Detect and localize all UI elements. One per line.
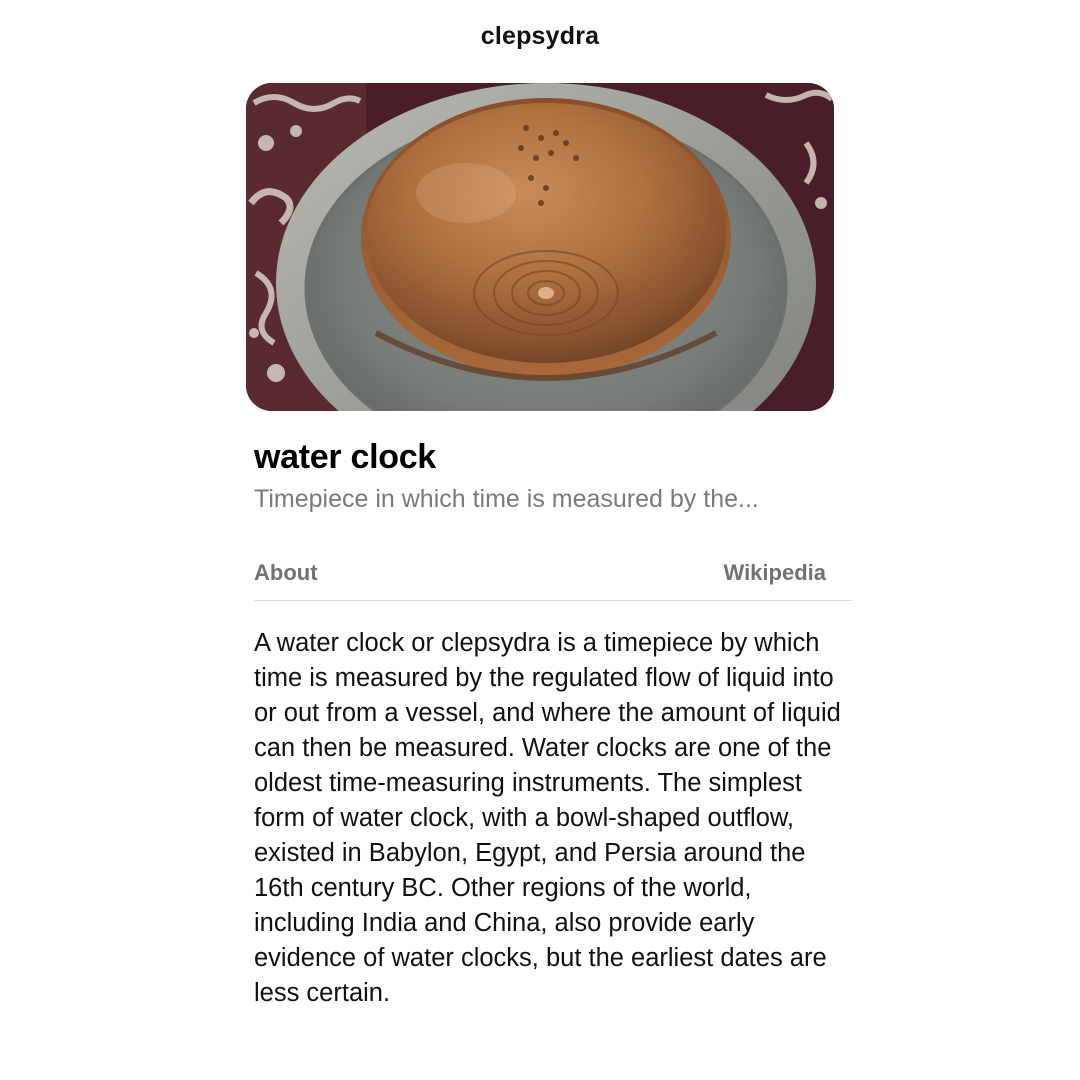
card-subtitle: Timepiece in which time is measured by the... [254,485,759,513]
description-text: A water clock or clepsydra is a timepiece by which time is measured by the regulated flow of liquid into or out from a vessel, and where the amount of liquid can then be measured. Water clocks are one of the oldest time-measuring instruments. The simplest form of water clock, with a bowl-shaped outflow, existed in Babylon, Egypt, and Persia around the 16th century BC. Other regions of the world, including India and China, also provide early evidence of water clocks, but the earliest dates are less certain. [254,629,841,1007]
wikipedia-link[interactable]: Wikipedia [723,560,826,585]
divider [254,600,852,601]
card-title: water clock [254,438,436,476]
page-title: clepsydra [480,22,600,50]
hero-image[interactable] [246,83,834,411]
water-clock-photo [246,83,834,411]
section-header [254,560,826,586]
about-label: About [254,560,318,585]
